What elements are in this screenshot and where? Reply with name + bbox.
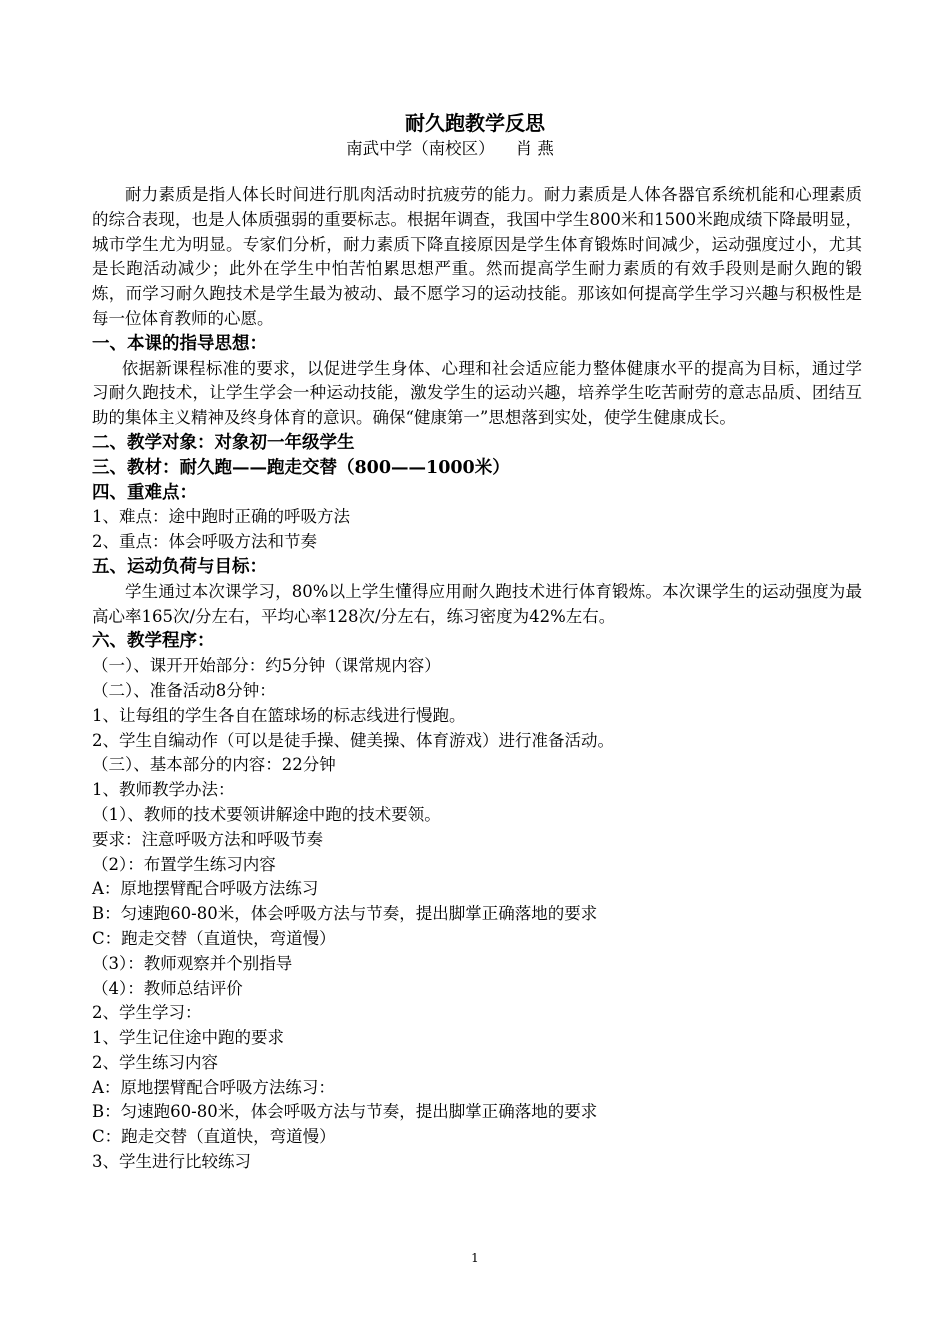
section-heading-guiding-idea: 一、本课的指导思想： bbox=[92, 333, 267, 354]
procedure-line: （一）、课开开始部分：约5分钟（课常规内容） bbox=[92, 656, 441, 676]
procedure-line: A：原地摆臂配合呼吸方法练习 bbox=[92, 879, 319, 899]
procedure-line: 2、学生学习： bbox=[92, 1003, 202, 1023]
procedure-line: B：匀速跑60-80米，体会呼吸方法与节奏，提出脚掌正确落地的要求 bbox=[92, 1102, 598, 1122]
procedure-line: 要求：注意呼吸方法和呼吸节奏 bbox=[92, 829, 323, 849]
load-goals-paragraph: 学生通过本次课学习，80%以上学生懂得应用耐久跑技术进行体育锻炼。本次课学生的运动强度为最高心率165次/分左右，平均心率128次/分左右，练习密度为42%左右。 bbox=[92, 581, 862, 626]
guiding-idea-paragraph: 依据新课程标准的要求，以促进学生身体、心理和社会适应能力整体健康水平的提高为目标，通过学习耐久跑技术，让学生学会一种运动技能，激发学生的运动兴趣，培养学生吃苦耐劳的意志品质、团结互助的集体主义精神及终身体育的意识。确保“健康第一”思想落到实处，使学生健康成长。 bbox=[92, 358, 862, 428]
procedure-line: （三）、基本部分的内容：22分钟 bbox=[92, 755, 336, 775]
procedure-line: （二）、准备活动8分钟： bbox=[92, 680, 276, 700]
procedure-line: 1、学生记住途中跑的要求 bbox=[92, 1028, 284, 1048]
key-point-focus: 2、重点：体会呼吸方法和节奏 bbox=[92, 532, 317, 552]
document-title: 耐久跑教学反思 bbox=[405, 111, 545, 135]
section-heading-teaching-target: 二、教学对象：对象初一年级学生 bbox=[92, 432, 355, 453]
document-author-line: 南武中学（南校区） 肖 燕 bbox=[346, 139, 554, 158]
procedure-line: 1、教师教学办法： bbox=[92, 780, 235, 800]
procedure-line: B：匀速跑60-80米，体会呼吸方法与节奏，提出脚掌正确落地的要求 bbox=[92, 904, 598, 924]
key-point-difficulty: 1、难点：途中跑时正确的呼吸方法 bbox=[92, 507, 350, 527]
procedure-line: （2）：布置学生练习内容 bbox=[92, 854, 276, 874]
procedure-line: C：跑走交替（直道快，弯道慢） bbox=[92, 928, 336, 948]
section-heading-key-points: 四、重难点： bbox=[92, 482, 197, 503]
section-heading-procedure: 六、教学程序： bbox=[92, 631, 215, 652]
procedure-line: 2、学生自编动作（可以是徒手操、健美操、体育游戏）进行准备活动。 bbox=[92, 730, 614, 750]
procedure-line: 2、学生练习内容 bbox=[92, 1052, 218, 1072]
document-body bbox=[92, 183, 862, 1175]
section-heading-load-goals: 五、运动负荷与目标： bbox=[92, 556, 267, 577]
procedure-line: （3）：教师观察并个别指导 bbox=[92, 953, 293, 973]
page-number: 1 bbox=[471, 1251, 479, 1265]
procedure-line: （4）：教师总结评价 bbox=[92, 978, 243, 998]
intro-paragraph: 耐力素质是指人体长时间进行肌肉活动时抗疲劳的能力。耐力素质是人体各器官系统机能和心理素质的综合表现，也是人体质强弱的重要标志。根据年调查，我国中学生800米和1500米跑成绩下降最明显，城市学生尤为明显。专家们分析，耐力素质下降直接原因是学生体育锻炼时间减少，运动强度过小，尤其是长跑活动减少；此外在学生中怕苦怕累思想严重。然而提高学生耐力素质的有效手段则是耐久跑的锻炼，而学习耐久跑技术是学生最为被动、最不愿学习的运动技能。那该如何提高学生学习兴趣与积极性是每一位体育教师的心愿。 bbox=[92, 185, 862, 328]
procedure-line: A：原地摆臂配合呼吸方法练习： bbox=[92, 1077, 335, 1097]
section-heading-teaching-material: 三、教材：耐久跑——跑走交替（800——1000米） bbox=[92, 457, 510, 478]
procedure-line: C：跑走交替（直道快，弯道慢） bbox=[92, 1127, 336, 1147]
procedure-line: （1）、教师的技术要领讲解途中跑的技术要领。 bbox=[92, 804, 441, 824]
procedure-line: 1、让每组的学生各自在篮球场的标志线进行慢跑。 bbox=[92, 705, 466, 725]
procedure-line: 3、学生进行比较练习 bbox=[92, 1152, 251, 1172]
